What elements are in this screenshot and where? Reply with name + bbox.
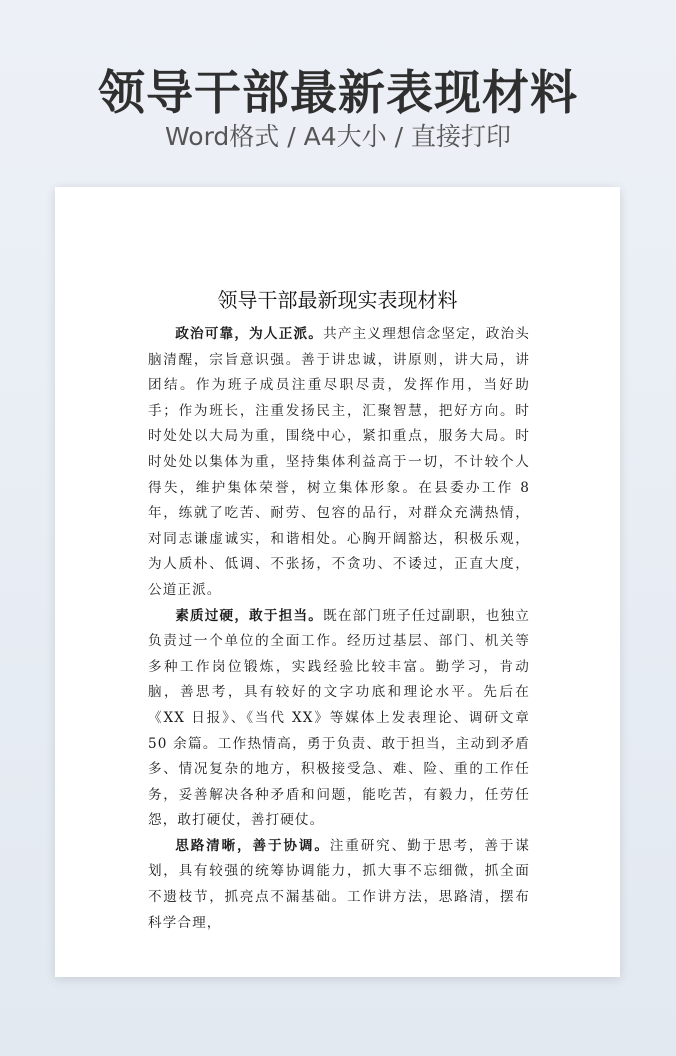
- document-body: [148, 322, 530, 936]
- document-title: 领导干部最新现实表现材料: [217, 288, 458, 312]
- paragraph-text: 注重研究、勤于思考，善于谋划，具有较强的统筹协调能力，抓大事不忘细微，抓全面不遗枝节，抓亮点不漏基础。工作讲方法，思路清，摆布科学合理，: [148, 837, 530, 931]
- paragraph-text: 共产主义理想信念坚定，政治头脑清醒，宗旨意识强。善于讲忠诚，讲原则，讲大局，讲团结。作为班子成员注重尽职尽责，发挥作用，当好助手；作为班长，注重发扬民主，汇聚智慧，把好方向。时时处处以大局为重，围绕中心，紧扣重点，服务大局。时时处处以集体为重，坚持集体利益高于一切，不计较个人得失，维护集体荣誉，树立集体形象。在县委办工作 8 年，练就了吃苦、耐劳、包容的品行，对群众充满热情，对同志谦虚诚实，和谐相处。心胸开阔豁达，积极乐观，为人质朴、低调、不张扬，不贪功、不诿过，正直大度，公道正派。: [148, 326, 530, 598]
- paragraph-political: [148, 322, 530, 604]
- banner-subtitle: Word格式 / A4大小 / 直接打印: [165, 122, 511, 151]
- banner-title: 领导干部最新表现材料: [98, 66, 578, 121]
- paragraph-heading: 政治可靠，为人正派。: [175, 326, 324, 342]
- paragraph-heading: 素质过硬，敢于担当。: [175, 607, 324, 624]
- paragraph-thinking: [148, 834, 530, 936]
- document-page: [55, 187, 620, 977]
- paragraph-heading: 思路清晰，善于协调。: [175, 837, 330, 854]
- paragraph-text: 既在部门班子任过副职，也独立负责过一个单位的全面工作。经历过基层、部门、机关等多种工作岗位锻炼，实践经验比较丰富。勤学习，肯动脑，善思考，具有较好的文字功底和理论水平。先后在《XX 日报》、《当代 XX》等媒体上发表理论、调研文章 50 余篇。工作热情高，勇于负责、敢于担当，主动到矛盾多、情况复杂的地方，积极接受急、难、险、重的工作任务，妥善解决各种矛盾和问题，能吃苦，有毅力，任劳任怨，敢打硬仗，善打硬仗。: [148, 607, 530, 829]
- paragraph-quality: [148, 604, 530, 834]
